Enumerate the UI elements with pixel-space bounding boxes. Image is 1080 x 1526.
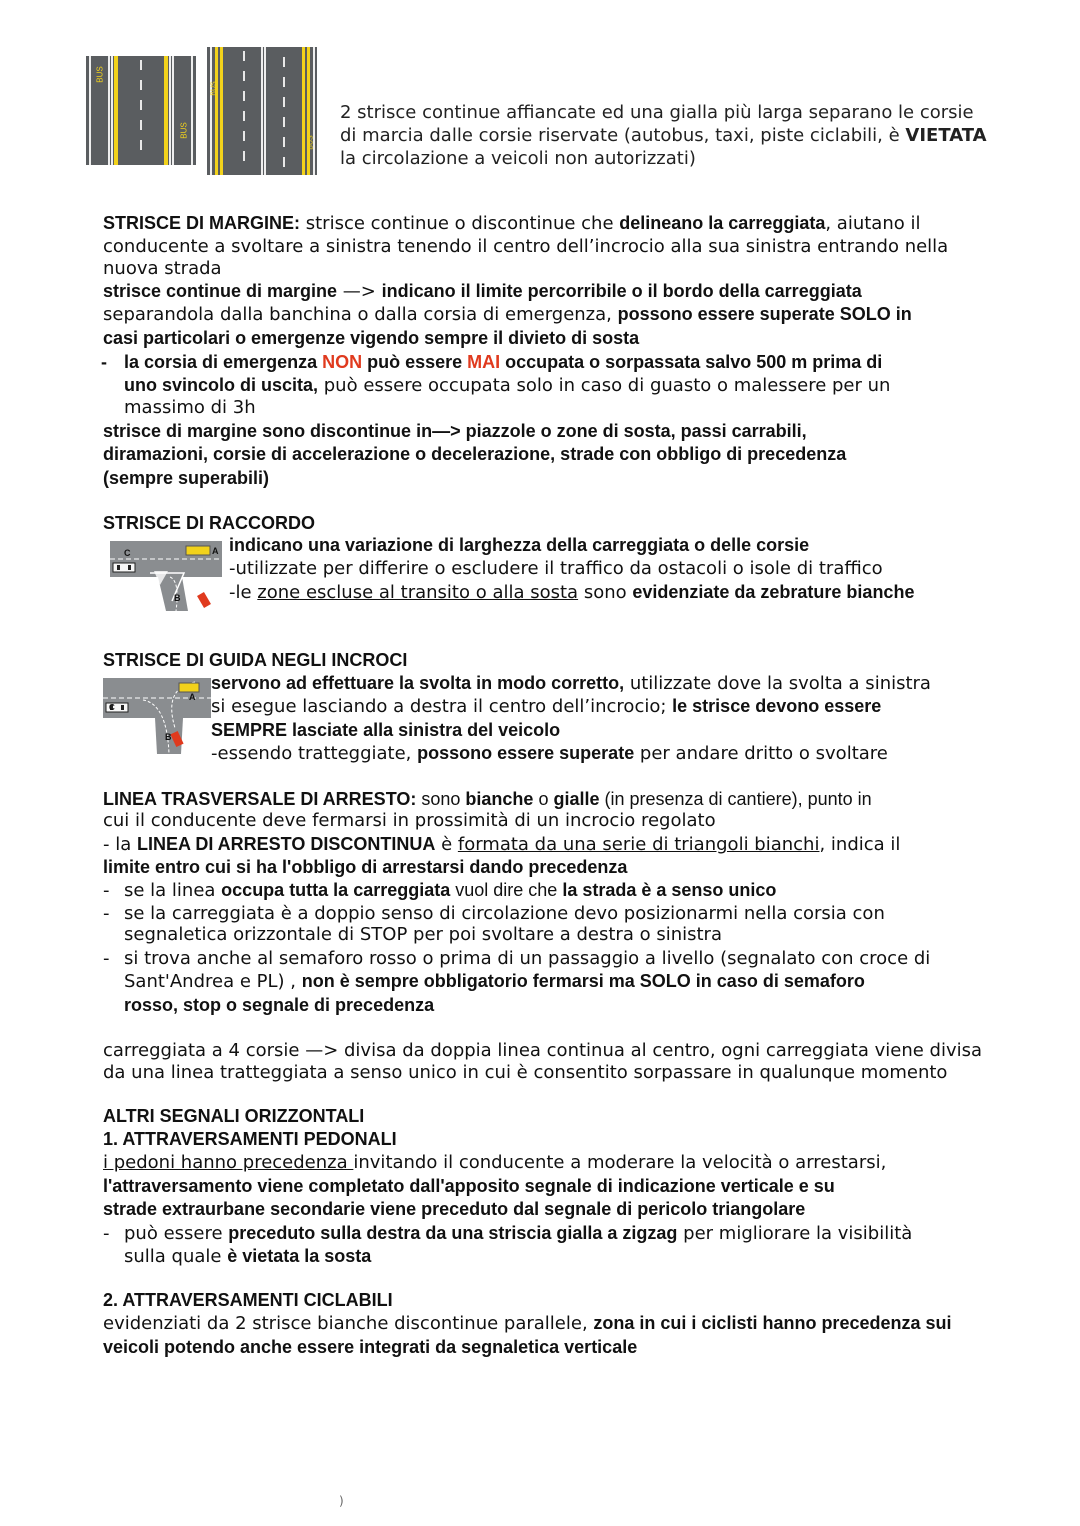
- guida-line-1: servono ad effettuare la svolta in modo corretto, utilizzate dove la svolta a sinistra: [211, 673, 931, 694]
- top-note-line-2: di marcia dalle corsie riservate (autobus, taxi, piste ciclabili, è VIETATA: [340, 125, 987, 146]
- guida-line-4: -essendo tratteggiate, possono essere superate per andare dritto o svoltare: [211, 743, 888, 764]
- raccordo-figure: [110, 541, 222, 611]
- guida-label-b: B: [165, 732, 172, 742]
- pedonali-bullet-1: può essere preceduto sulla destra da una striscia gialla a zigzag per migliorare la visibilità: [124, 1223, 913, 1244]
- margine-disc-3: (sempre superabili): [103, 468, 270, 488]
- arresto-line-3: - la LINEA DI ARRESTO DISCONTINUA è formata da una serie di triangoli bianchi, indica il: [103, 834, 901, 855]
- ciclabili-line-1: evidenziati da 2 strisce bianche discontinue parallele, zona in cui i ciclisti hanno precedenza sui: [103, 1313, 952, 1334]
- pedonali-line-3: strade extraurbane secondarie viene preceduto dal segnale di pericolo triangolare: [103, 1199, 806, 1219]
- top-note-line-1: 2 strisce continue affiancate ed una gialla più larga separano le corsie: [340, 102, 974, 123]
- margine-heading: STRISCE DI MARGINE:: [103, 213, 301, 233]
- corsie-line-1: carreggiata a 4 corsie —> divisa da doppia linea continua al centro, ogni carreggiata viene divisa: [103, 1040, 983, 1061]
- raccordo-text: [229, 534, 989, 606]
- guida-figure: [103, 678, 211, 754]
- margine-line-2: conducente a svoltare a sinistra tenendo il centro dell’incrocio alla sua sinistra entrando nella: [103, 236, 949, 257]
- pedonali-bullet-2: sulla quale è vietata la sosta: [124, 1246, 372, 1267]
- guida-line-2: si esegue lasciando a destra il centro dell’incrocio; le strisce devono essere: [211, 696, 882, 717]
- guida-heading: STRISCE DI GUIDA NEGLI INCROCI: [103, 650, 408, 670]
- guida-label-c: C: [109, 703, 115, 712]
- top-note-line-3: la circolazione a veicoli non autorizzati): [340, 148, 696, 169]
- raccordo-heading: STRISCE DI RACCORDO: [103, 513, 316, 533]
- section-altri: [103, 1105, 1003, 1355]
- raccordo-label-b: B: [174, 593, 181, 603]
- arresto-dash-1: -: [103, 880, 110, 901]
- arresto-dash-3: -: [103, 948, 110, 969]
- road-label-bus-2: BUS: [179, 122, 189, 139]
- arresto-bullet-2a: se la carreggiata è a doppio senso di circolazione devo posizionarmi nella corsia con: [124, 903, 885, 924]
- arresto-line-2: cui il conducente deve fermarsi in prossimità di un incrocio regolato: [103, 810, 716, 831]
- footer-mark: ): [339, 1494, 344, 1508]
- margine-disc-2: diramazioni, corsie di accelerazione o decelerazione, strade con obbligo di precedenza: [103, 444, 847, 464]
- attraversamenti-pedonali-heading: 1. ATTRAVERSAMENTI PEDONALI: [103, 1129, 397, 1149]
- pedonali-line-1: i pedoni hanno precedenza invitando il conducente a moderare la velocità o arrestarsi,: [103, 1152, 887, 1173]
- margine-line-6: casi particolari o emergenze vigendo sempre il divieto di sosta: [103, 328, 640, 348]
- corsie-line-2: da una linea tratteggiata a senso unico in cui è consentito sorpassare in qualunque momento: [103, 1062, 948, 1083]
- pedonali-dash: -: [103, 1223, 110, 1244]
- section-margine: [103, 212, 1003, 492]
- guida-label-a: A: [189, 692, 196, 702]
- margine-bullet-dash: -: [101, 352, 107, 372]
- margine-bullet-1: la corsia di emergenza NON può essere MAI occupata o sorpassata salvo 500 m prima di: [124, 352, 883, 372]
- arresto-dash-2: -: [103, 903, 110, 924]
- section-arresto: [103, 788, 1003, 1018]
- top-note: [340, 101, 987, 170]
- margine-line-1: STRISCE DI MARGINE: strisce continue o discontinue che delineano la carreggiata, aiutano il: [103, 213, 921, 234]
- arresto-bullet-3b: Sant'Andrea e PL) , non è sempre obbligatorio fermarsi ma SOLO in caso di semaforo: [124, 971, 865, 992]
- road-label-bus-3: BUS: [210, 81, 218, 96]
- road-label-bus-4: BUS: [307, 135, 315, 150]
- margine-line-5: separandola dalla banchina o dalla corsia di emergenza, possono essere superate SOLO in: [103, 304, 912, 325]
- arresto-bullet-3c: rosso, stop o segnale di precedenza: [124, 995, 435, 1015]
- arresto-bullet-1: se la linea occupa tutta la carreggiata vuol dire che la strada è a senso unico: [124, 880, 777, 901]
- vietata-text: VIETATA: [905, 125, 987, 146]
- raccordo-label-c: C: [124, 548, 131, 558]
- non-text: NON: [322, 352, 363, 372]
- pedonali-line-2: l'attraversamento viene completato dall'apposito segnale di indicazione verticale e su: [103, 1176, 835, 1196]
- guida-text: [211, 672, 991, 766]
- arresto-line-4: limite entro cui si ha l'obbligo di arrestarsi dando precedenza: [103, 857, 628, 877]
- raccordo-line-2: -utilizzate per differire o escludere il traffico da ostacoli o isole di traffico: [229, 558, 883, 579]
- raccordo-label-a: A: [212, 546, 219, 556]
- mai-text: MAI: [467, 352, 501, 372]
- raccordo-line-1: indicano una variazione di larghezza della carreggiata o delle corsie: [229, 535, 810, 555]
- ciclabili-line-2: veicoli potendo anche essere integrati da segnaletica verticale: [103, 1337, 638, 1357]
- attraversamenti-ciclabili-heading: 2. ATTRAVERSAMENTI CICLABILI: [103, 1290, 393, 1310]
- road-label-bus-1: BUS: [95, 66, 105, 83]
- margine-line-4: strisce continue di margine —> indicano il limite percorribile o il bordo della carreggiata: [103, 281, 862, 302]
- margine-disc-1: strisce di margine sono discontinue in—> piazzole o zone di sosta, passi carrabili,: [103, 421, 807, 441]
- margine-bullet-2: uno svincolo di uscita, può essere occupata solo in caso di guasto o malessere per un: [124, 375, 891, 396]
- road-image-right: [207, 47, 317, 175]
- arresto-bullet-2b: segnaletica orizzontale di STOP per poi svoltare a destra o sinistra: [124, 924, 722, 945]
- altri-heading: ALTRI SEGNALI ORIZZONTALI: [103, 1106, 365, 1126]
- margine-bullet-3: massimo di 3h: [124, 397, 256, 418]
- arresto-line-1: LINEA TRASVERSALE DI ARRESTO: sono bianche o gialle (in presenza di cantiere), punto in: [103, 789, 872, 809]
- road-image-left: [86, 56, 196, 165]
- margine-line-3: nuova strada: [103, 258, 222, 279]
- arresto-heading: LINEA TRASVERSALE DI ARRESTO:: [103, 789, 417, 809]
- section-corsie: [103, 1039, 1003, 1085]
- guida-line-3: SEMPRE lasciate alla sinistra del veicolo: [211, 720, 561, 740]
- raccordo-line-3: -le zone escluse al transito o alla sosta sono evidenziate da zebrature bianche: [229, 582, 915, 603]
- arresto-bullet-3a: si trova anche al semaforo rosso o prima di un passaggio a livello (segnalato con croce di: [124, 948, 931, 969]
